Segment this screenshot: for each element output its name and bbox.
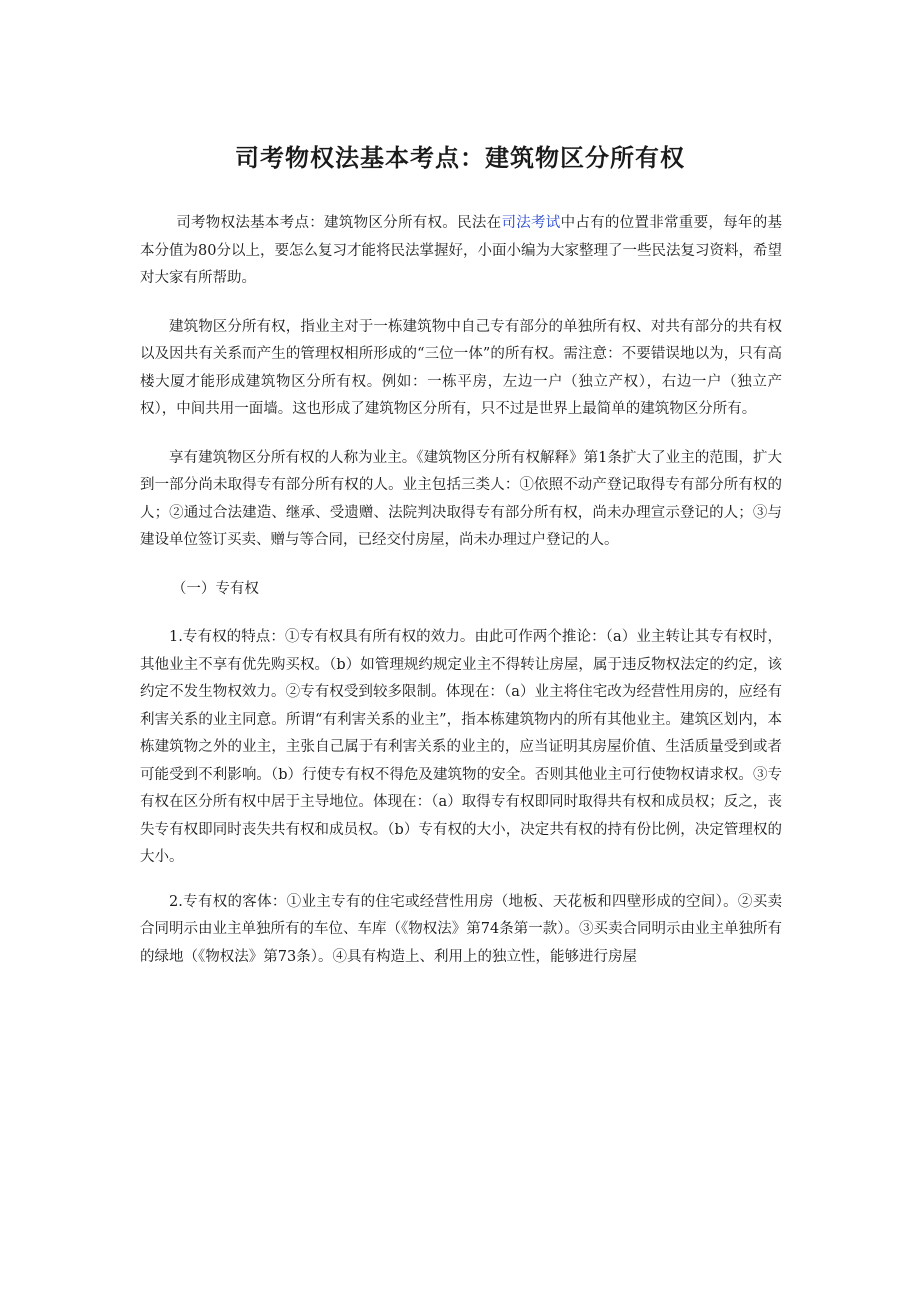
definition-paragraph: 建筑物区分所有权，指业主对于一栋建筑物中自己专有部分的单独所有权、对共有部分的共有权以及因共有关系而产生的管理权相所形成的“三位一体”的所有权。需注意：不要错误地以为，只有高楼大厦才能形成建筑物区分所有权。例如：一栋平房，左边一户（独立产权），右边一户（独立产权），中间共用一面墙。这也形成了建筑物区分所有，只不过是世界上最简单的建筑物区分所有。 (140, 318, 782, 417)
judicial-exam-link[interactable]: 司法考试 (501, 215, 561, 231)
point-2-paragraph: 2.专有权的客体：①业主专有的住宅或经营性用房（地板、天花板和四壁形成的空间）。②买卖合同明示由业主单独所有的车位、车库（《物权法》第74条第一款）。③买卖合同明示由业主单独所有的绿地（《物权法》第73条）。④具有构造上、利用上的独立性，能够进行房屋 (140, 893, 782, 965)
section-heading: （一）专有权 (171, 580, 259, 597)
intro-text-before-link: 司考物权法基本考点：建筑物区分所有权。民法在 (176, 215, 502, 231)
point-1-paragraph: 1.专有权的特点：①专有权具有所有权的效力。由此可作两个推论：（a）业主转让其专有权时，其他业主不享有优先购买权。（b）如管理规约规定业主不得转让房屋，属于违反物权法定的约定，该约定不发生物权效力。②专有权受到较多限制。体现在：（a）业主将住宅改为经营性用房的，应经有利害关系的业主同意。所谓“有利害关系的业主”，指本栋建筑物内的所有其他业主。建筑区划内，本栋建筑物之外的业主，主张自己属于有利害关系的业主的，应当证明其房屋价值、生活质量受到或者可能受到不利影响。（b）行使专有权不得危及建筑物的安全。否则其他业主可行使物权请求权。③专有权在区分所有权中居于主导地位。体现在：（a）取得专有权即同时取得共有权和成员权；反之，丧失专有权即同时丧失共有权和成员权。（b）专有权的大小，决定共有权的持有份比例，决定管理权的大小。 (140, 629, 782, 865)
article-body (140, 210, 782, 971)
page-title: 司考物权法基本考点：建筑物区分所有权 (235, 143, 685, 172)
owners-paragraph: 享有建筑物区分所有权的人称为业主。《建筑物区分所有权解释》第1条扩大了业主的范围，扩大到一部分尚未取得专有部分所有权的人。业主包括三类人：①依照不动产登记取得专有部分所有权的人；②通过合法建造、继承、受遗赠、法院判决取得专有部分所有权，尚未办理宣示登记的人；③与建设单位签订买卖、赠与等合同，已经交付房屋，尚未办理过户登记的人。 (140, 449, 782, 548)
intro-text-after-link: 中占有的位置非常重要，每年的基本分值为80分以上，要怎么复习才能将民法掌握好，小面小编为大家整理了一些民法复习资料，希望对大家有所帮助。 (140, 215, 782, 286)
intro-paragraph (140, 210, 782, 293)
